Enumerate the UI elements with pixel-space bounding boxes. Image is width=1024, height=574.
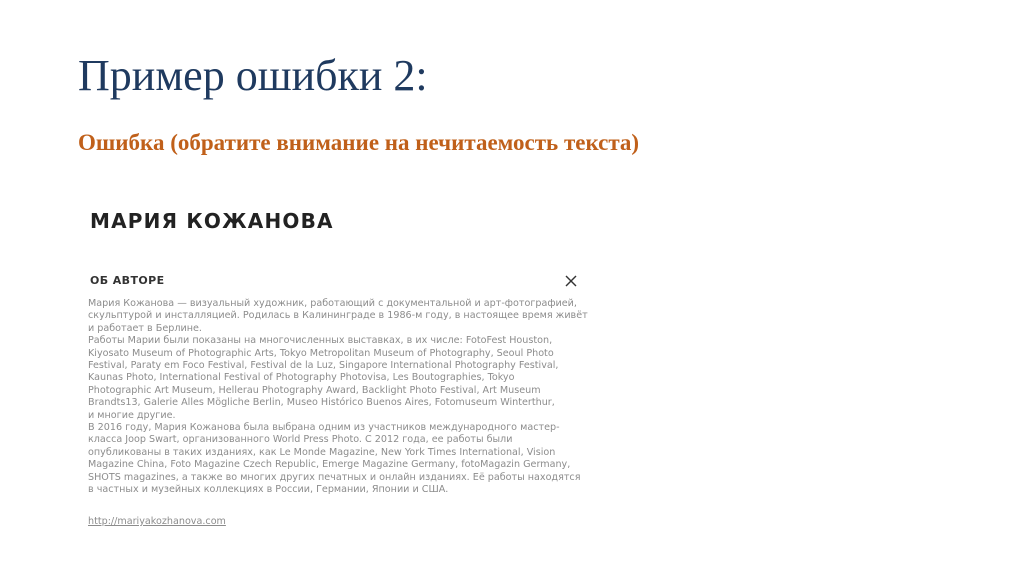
website-screenshot	[78, 193, 588, 543]
bio-line: Мария Кожанова — визуальный художник, работающий с документальной и арт-фотографией,	[88, 298, 577, 309]
bio-line: опубликованы в таких изданиях, как Le Monde Magazine, New York Times International, Vision	[88, 446, 556, 458]
slide-title: Пример ошибки 2:	[78, 51, 428, 100]
bio-line: Kiyosato Museum of Photographic Arts, Tokyo Metropolitan Museum of Photography, Seoul Photo	[88, 347, 554, 359]
bio-line: В 2016 году, Мария Кожанова была выбрана одним из участников международного мастер-	[88, 422, 560, 434]
bio-line: Festival, Paraty em Foco Festival, Festival de la Luz, Singapore International Photography Festival,	[88, 360, 559, 372]
bio-line: Kaunas Photo, International Festival of Photography Photovisa, Les Boutographies, Tokyo	[88, 372, 515, 384]
bio-line: Brandts13, Galerie Alles Mögliche Berlin, Museo Histórico Buenos Aires, Fotomuseum Winterthur,	[88, 397, 555, 409]
artist-name: МАРИЯ КОЖАНОВА	[90, 209, 334, 233]
bio-line: Photographic Art Museum, Hellerau Photography Award, Backlight Photo Festival, Art Museum	[88, 384, 541, 396]
bio-line: скульптурой и инсталляцией. Родилась в Калининграде в 1986-м году, в настоящее время живёт	[88, 310, 588, 322]
bio-line: в частных и музейных коллекциях в России, Германии, Японии и США.	[88, 484, 449, 496]
close-icon[interactable]	[563, 273, 579, 289]
bio-line: Работы Марии были показаны на многочисленных выставках, в их числе: FotoFest Houston,	[88, 335, 553, 347]
website-link[interactable]: http://mariyakozhanova.com	[88, 516, 226, 527]
bio-line: и многие другие.	[88, 409, 176, 421]
bio-line: SHOTS magazines, а также во многих других печатных и онлайн изданиях. Её работы находятся	[88, 471, 581, 483]
bio-line: класса Joop Swart, организованного World Press Photo. С 2012 года, ее работы были	[88, 434, 513, 446]
slide-subtitle: Ошибка (обратите внимание на нечитаемость текста)	[78, 130, 640, 155]
bio-line: Magazine China, Foto Magazine Czech Republic, Emerge Magazine Germany, fotoMagazin Germany,	[88, 459, 571, 471]
section-label-about: ОБ АВТОРЕ	[90, 274, 165, 287]
bio-text	[88, 298, 588, 497]
bio-line: и работает в Берлине.	[88, 322, 202, 334]
